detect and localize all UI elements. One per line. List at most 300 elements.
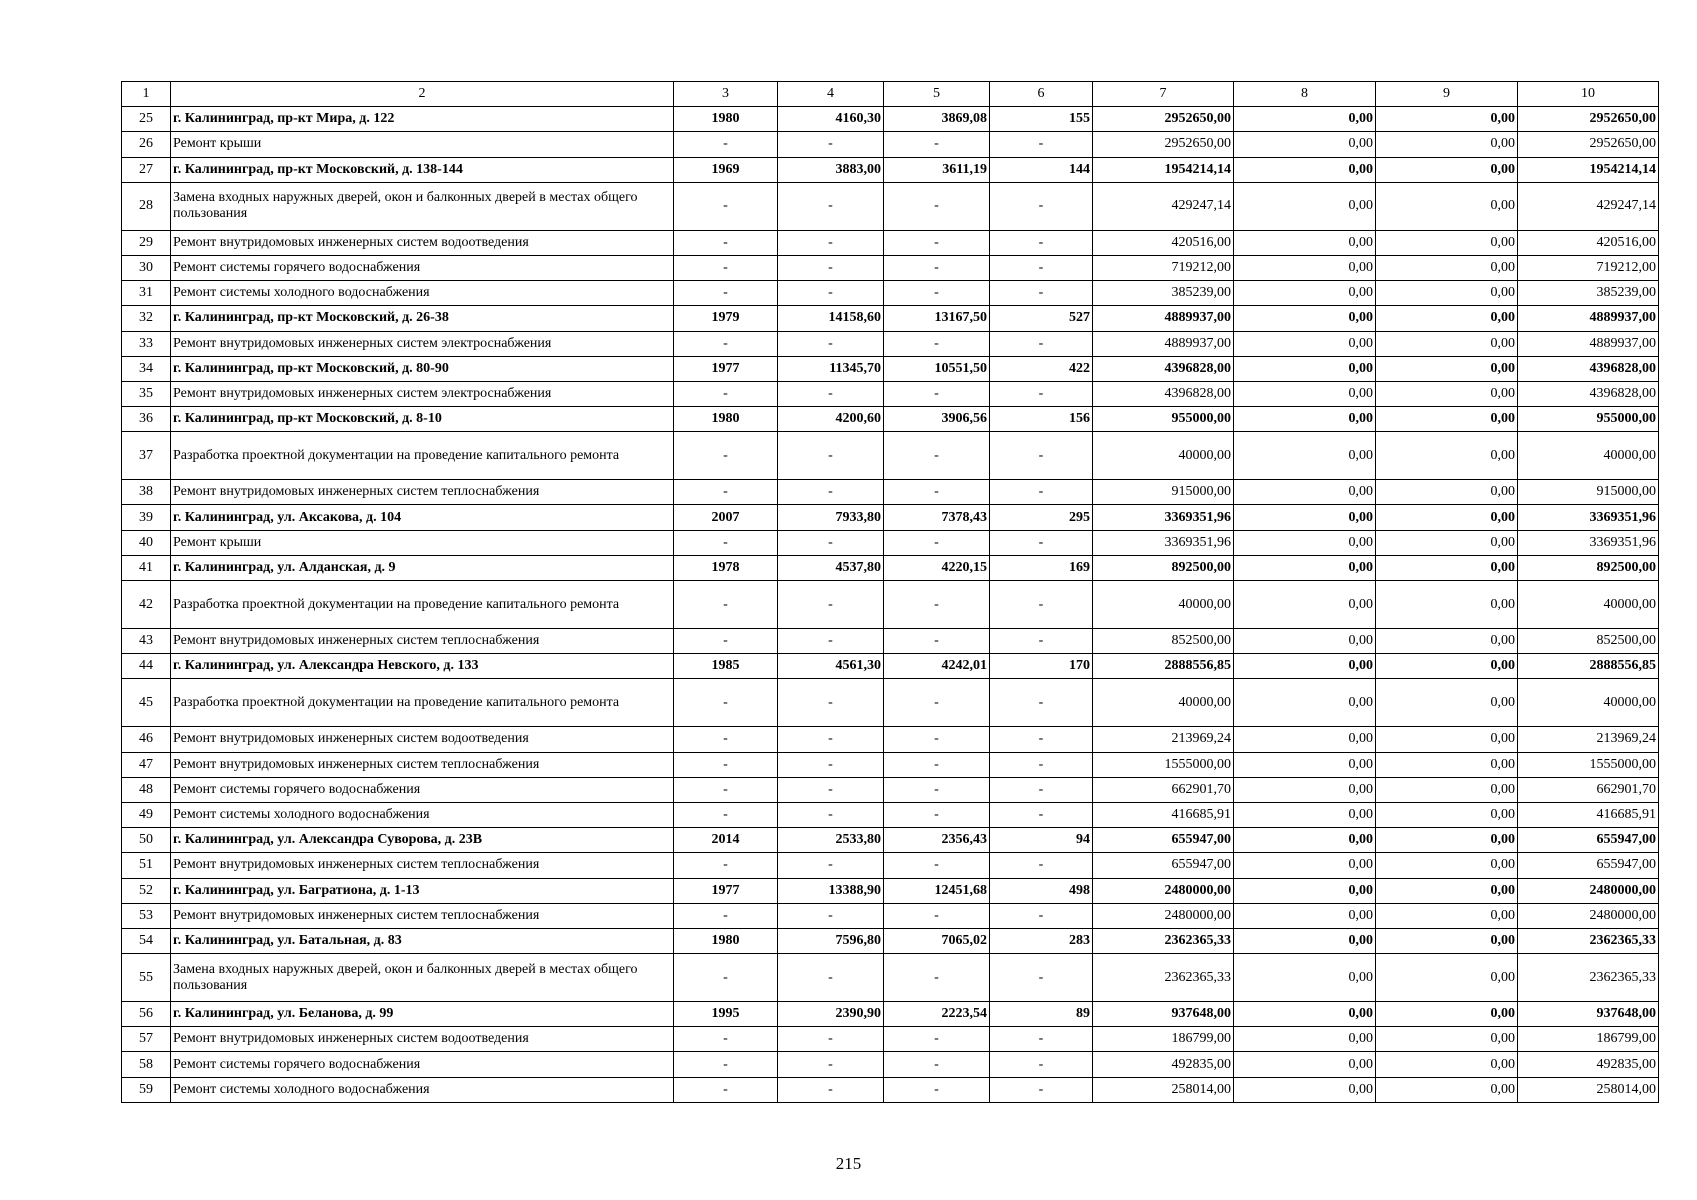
item-description: Ремонт крыши xyxy=(171,132,674,157)
cell-col-6: - xyxy=(990,1077,1093,1102)
cell-col-4: - xyxy=(778,1027,884,1052)
item-description: Ремонт внутридомовых инженерных систем теплоснабжения xyxy=(171,903,674,928)
row-number: 27 xyxy=(122,157,171,182)
row-number: 51 xyxy=(122,853,171,878)
cell-col-6: - xyxy=(990,132,1093,157)
cell-col-3: 1969 xyxy=(674,157,778,182)
row-number: 58 xyxy=(122,1052,171,1077)
row-number: 34 xyxy=(122,356,171,381)
cell-col-9: 0,00 xyxy=(1376,480,1518,505)
cell-col-7: 40000,00 xyxy=(1093,581,1234,629)
cell-col-10: 1555000,00 xyxy=(1518,752,1659,777)
cell-col-3: - xyxy=(674,381,778,406)
row-number: 40 xyxy=(122,530,171,555)
cell-col-8: 0,00 xyxy=(1234,432,1376,480)
cell-col-6: 155 xyxy=(990,107,1093,132)
column-number: 2 xyxy=(171,82,674,107)
cell-col-10: 4396828,00 xyxy=(1518,356,1659,381)
cell-col-5: - xyxy=(884,727,990,752)
cell-col-8: 0,00 xyxy=(1234,132,1376,157)
cell-col-8: 0,00 xyxy=(1234,255,1376,280)
cell-col-8: 0,00 xyxy=(1234,555,1376,580)
cell-col-4: - xyxy=(778,480,884,505)
cell-col-4: - xyxy=(778,727,884,752)
cell-col-4: - xyxy=(778,1052,884,1077)
cell-col-8: 0,00 xyxy=(1234,954,1376,1002)
cell-col-7: 892500,00 xyxy=(1093,555,1234,580)
cell-col-3: - xyxy=(674,629,778,654)
cell-col-5: 3906,56 xyxy=(884,407,990,432)
work-item-row xyxy=(122,281,1659,306)
cell-col-10: 4396828,00 xyxy=(1518,381,1659,406)
cell-col-9: 0,00 xyxy=(1376,654,1518,679)
cell-col-3: - xyxy=(674,331,778,356)
row-number: 45 xyxy=(122,679,171,727)
cell-col-6: 169 xyxy=(990,555,1093,580)
cell-col-10: 3369351,96 xyxy=(1518,505,1659,530)
address-row xyxy=(122,306,1659,331)
cell-col-4: 7596,80 xyxy=(778,928,884,953)
cell-col-8: 0,00 xyxy=(1234,878,1376,903)
cell-col-7: 4889937,00 xyxy=(1093,306,1234,331)
cell-col-4: 4561,30 xyxy=(778,654,884,679)
row-number: 43 xyxy=(122,629,171,654)
cell-col-6: - xyxy=(990,1027,1093,1052)
cell-col-5: 10551,50 xyxy=(884,356,990,381)
row-number: 54 xyxy=(122,928,171,953)
cell-col-6: - xyxy=(990,777,1093,802)
cell-col-8: 0,00 xyxy=(1234,480,1376,505)
cell-col-4: - xyxy=(778,629,884,654)
cell-col-8: 0,00 xyxy=(1234,505,1376,530)
cell-col-4: - xyxy=(778,182,884,230)
cell-col-3: - xyxy=(674,230,778,255)
row-number: 29 xyxy=(122,230,171,255)
cell-col-7: 492835,00 xyxy=(1093,1052,1234,1077)
column-number: 5 xyxy=(884,82,990,107)
cell-col-10: 4889937,00 xyxy=(1518,306,1659,331)
cell-col-5: - xyxy=(884,581,990,629)
cell-col-9: 0,00 xyxy=(1376,255,1518,280)
cell-col-10: 719212,00 xyxy=(1518,255,1659,280)
cell-col-7: 1954214,14 xyxy=(1093,157,1234,182)
cell-col-10: 1954214,14 xyxy=(1518,157,1659,182)
item-description: Ремонт внутридомовых инженерных систем теплоснабжения xyxy=(171,480,674,505)
cell-col-7: 420516,00 xyxy=(1093,230,1234,255)
cell-col-8: 0,00 xyxy=(1234,679,1376,727)
cell-col-3: - xyxy=(674,132,778,157)
cell-col-4: - xyxy=(778,752,884,777)
cell-col-5: - xyxy=(884,255,990,280)
cell-col-10: 662901,70 xyxy=(1518,777,1659,802)
cell-col-7: 4396828,00 xyxy=(1093,381,1234,406)
cell-col-6: - xyxy=(990,727,1093,752)
cell-col-6: - xyxy=(990,802,1093,827)
cell-col-6: - xyxy=(990,903,1093,928)
work-item-row xyxy=(122,1027,1659,1052)
cell-col-6: - xyxy=(990,954,1093,1002)
cell-col-4: 14158,60 xyxy=(778,306,884,331)
cell-col-7: 186799,00 xyxy=(1093,1027,1234,1052)
cell-col-7: 416685,91 xyxy=(1093,802,1234,827)
cell-col-5: - xyxy=(884,132,990,157)
row-number: 36 xyxy=(122,407,171,432)
cell-col-5: 2223,54 xyxy=(884,1002,990,1027)
address-row xyxy=(122,505,1659,530)
cell-col-10: 258014,00 xyxy=(1518,1077,1659,1102)
cell-col-10: 2952650,00 xyxy=(1518,132,1659,157)
cell-col-5: - xyxy=(884,752,990,777)
cell-col-8: 0,00 xyxy=(1234,157,1376,182)
cell-col-7: 655947,00 xyxy=(1093,853,1234,878)
cell-col-10: 2952650,00 xyxy=(1518,107,1659,132)
cell-col-5: - xyxy=(884,432,990,480)
cell-col-9: 0,00 xyxy=(1376,157,1518,182)
cell-col-10: 429247,14 xyxy=(1518,182,1659,230)
item-description: Ремонт системы горячего водоснабжения xyxy=(171,777,674,802)
row-number: 35 xyxy=(122,381,171,406)
cell-col-3: 2007 xyxy=(674,505,778,530)
work-item-row xyxy=(122,480,1659,505)
cell-col-3: - xyxy=(674,432,778,480)
work-item-row xyxy=(122,132,1659,157)
cell-col-9: 0,00 xyxy=(1376,727,1518,752)
work-item-row xyxy=(122,530,1659,555)
cell-col-9: 0,00 xyxy=(1376,530,1518,555)
cell-col-8: 0,00 xyxy=(1234,230,1376,255)
cell-col-4: - xyxy=(778,777,884,802)
item-description: Ремонт внутридомовых инженерных систем теплоснабжения xyxy=(171,853,674,878)
cell-col-7: 4889937,00 xyxy=(1093,331,1234,356)
cell-col-8: 0,00 xyxy=(1234,1052,1376,1077)
cell-col-10: 420516,00 xyxy=(1518,230,1659,255)
item-description: Ремонт внутридомовых инженерных систем теплоснабжения xyxy=(171,629,674,654)
cell-col-10: 3369351,96 xyxy=(1518,530,1659,555)
cell-col-8: 0,00 xyxy=(1234,1002,1376,1027)
cell-col-7: 662901,70 xyxy=(1093,777,1234,802)
cell-col-3: 1995 xyxy=(674,1002,778,1027)
cell-col-4: - xyxy=(778,381,884,406)
cell-col-9: 0,00 xyxy=(1376,1077,1518,1102)
work-item-row xyxy=(122,1077,1659,1102)
cell-col-3: - xyxy=(674,903,778,928)
cell-col-7: 655947,00 xyxy=(1093,828,1234,853)
cell-col-9: 0,00 xyxy=(1376,954,1518,1002)
cell-col-5: - xyxy=(884,629,990,654)
cell-col-3: - xyxy=(674,581,778,629)
cell-col-9: 0,00 xyxy=(1376,581,1518,629)
address-row xyxy=(122,878,1659,903)
cell-col-6: - xyxy=(990,530,1093,555)
cell-col-7: 3369351,96 xyxy=(1093,505,1234,530)
row-number: 33 xyxy=(122,331,171,356)
cell-col-7: 719212,00 xyxy=(1093,255,1234,280)
cell-col-4: - xyxy=(778,679,884,727)
row-number: 44 xyxy=(122,654,171,679)
item-description: Ремонт внутридомовых инженерных систем теплоснабжения xyxy=(171,752,674,777)
row-number: 42 xyxy=(122,581,171,629)
cell-col-4: 4200,60 xyxy=(778,407,884,432)
cell-col-9: 0,00 xyxy=(1376,230,1518,255)
cell-col-8: 0,00 xyxy=(1234,1077,1376,1102)
cell-col-10: 385239,00 xyxy=(1518,281,1659,306)
item-description: г. Калининград, ул. Аксакова, д. 104 xyxy=(171,505,674,530)
cell-col-10: 2362365,33 xyxy=(1518,928,1659,953)
cell-col-8: 0,00 xyxy=(1234,903,1376,928)
cell-col-6: - xyxy=(990,480,1093,505)
cell-col-8: 0,00 xyxy=(1234,727,1376,752)
row-number: 57 xyxy=(122,1027,171,1052)
cell-col-5: 7378,43 xyxy=(884,505,990,530)
cell-col-8: 0,00 xyxy=(1234,306,1376,331)
cell-col-8: 0,00 xyxy=(1234,107,1376,132)
item-description: г. Калининград, ул. Багратиона, д. 1-13 xyxy=(171,878,674,903)
cell-col-9: 0,00 xyxy=(1376,107,1518,132)
cell-col-3: - xyxy=(674,1077,778,1102)
cell-col-4: 3883,00 xyxy=(778,157,884,182)
cell-col-5: - xyxy=(884,1027,990,1052)
item-description: г. Калининград, ул. Александра Суворова, д. 23В xyxy=(171,828,674,853)
cell-col-6: - xyxy=(990,752,1093,777)
cell-col-9: 0,00 xyxy=(1376,182,1518,230)
cell-col-8: 0,00 xyxy=(1234,182,1376,230)
cell-col-10: 2362365,33 xyxy=(1518,954,1659,1002)
cell-col-5: - xyxy=(884,853,990,878)
cell-col-3: - xyxy=(674,777,778,802)
column-number: 6 xyxy=(990,82,1093,107)
item-description: г. Калининград, пр-кт Московский, д. 8-10 xyxy=(171,407,674,432)
cell-col-9: 0,00 xyxy=(1376,853,1518,878)
row-number: 31 xyxy=(122,281,171,306)
cell-col-5: 2356,43 xyxy=(884,828,990,853)
cell-col-7: 955000,00 xyxy=(1093,407,1234,432)
cell-col-3: 1980 xyxy=(674,407,778,432)
cell-col-4: - xyxy=(778,853,884,878)
cell-col-3: 1980 xyxy=(674,107,778,132)
work-schedule-table xyxy=(121,81,1659,1103)
cell-col-4: 7933,80 xyxy=(778,505,884,530)
cell-col-6: - xyxy=(990,255,1093,280)
row-number: 32 xyxy=(122,306,171,331)
row-number: 46 xyxy=(122,727,171,752)
cell-col-7: 2362365,33 xyxy=(1093,928,1234,953)
cell-col-6: 295 xyxy=(990,505,1093,530)
cell-col-10: 4889937,00 xyxy=(1518,331,1659,356)
cell-col-8: 0,00 xyxy=(1234,331,1376,356)
item-description: Ремонт внутридомовых инженерных систем электроснабжения xyxy=(171,381,674,406)
cell-col-6: 156 xyxy=(990,407,1093,432)
cell-col-5: - xyxy=(884,1052,990,1077)
cell-col-6: - xyxy=(990,1052,1093,1077)
cell-col-9: 0,00 xyxy=(1376,1002,1518,1027)
address-row xyxy=(122,356,1659,381)
cell-col-8: 0,00 xyxy=(1234,1027,1376,1052)
cell-col-8: 0,00 xyxy=(1234,356,1376,381)
work-item-row xyxy=(122,802,1659,827)
work-item-row xyxy=(122,182,1659,230)
work-item-row xyxy=(122,230,1659,255)
cell-col-9: 0,00 xyxy=(1376,752,1518,777)
cell-col-6: 527 xyxy=(990,306,1093,331)
column-number-row xyxy=(122,82,1659,107)
cell-col-9: 0,00 xyxy=(1376,802,1518,827)
page-number: 215 xyxy=(835,1154,862,1173)
cell-col-3: 1985 xyxy=(674,654,778,679)
cell-col-9: 0,00 xyxy=(1376,878,1518,903)
cell-col-4: 13388,90 xyxy=(778,878,884,903)
cell-col-3: - xyxy=(674,1027,778,1052)
row-number: 38 xyxy=(122,480,171,505)
cell-col-3: - xyxy=(674,182,778,230)
cell-col-3: 2014 xyxy=(674,828,778,853)
column-number: 10 xyxy=(1518,82,1659,107)
cell-col-3: 1977 xyxy=(674,356,778,381)
cell-col-6: - xyxy=(990,281,1093,306)
cell-col-10: 213969,24 xyxy=(1518,727,1659,752)
cell-col-8: 0,00 xyxy=(1234,853,1376,878)
cell-col-10: 2888556,85 xyxy=(1518,654,1659,679)
cell-col-10: 2480000,00 xyxy=(1518,878,1659,903)
cell-col-4: - xyxy=(778,281,884,306)
address-row xyxy=(122,828,1659,853)
row-number: 50 xyxy=(122,828,171,853)
address-row xyxy=(122,407,1659,432)
cell-col-3: - xyxy=(674,480,778,505)
cell-col-9: 0,00 xyxy=(1376,356,1518,381)
item-description: г. Калининград, ул. Алданская, д. 9 xyxy=(171,555,674,580)
cell-col-10: 955000,00 xyxy=(1518,407,1659,432)
cell-col-5: 7065,02 xyxy=(884,928,990,953)
row-number: 25 xyxy=(122,107,171,132)
cell-col-3: 1979 xyxy=(674,306,778,331)
item-description: г. Калининград, пр-кт Московский, д. 26-38 xyxy=(171,306,674,331)
cell-col-4: - xyxy=(778,132,884,157)
cell-col-7: 1555000,00 xyxy=(1093,752,1234,777)
address-row xyxy=(122,928,1659,953)
cell-col-10: 852500,00 xyxy=(1518,629,1659,654)
cell-col-7: 213969,24 xyxy=(1093,727,1234,752)
cell-col-4: - xyxy=(778,954,884,1002)
row-number: 28 xyxy=(122,182,171,230)
column-number: 8 xyxy=(1234,82,1376,107)
item-description: г. Калининград, ул. Александра Невского, д. 133 xyxy=(171,654,674,679)
work-item-row xyxy=(122,432,1659,480)
cell-col-5: 13167,50 xyxy=(884,306,990,331)
cell-col-9: 0,00 xyxy=(1376,505,1518,530)
cell-col-7: 429247,14 xyxy=(1093,182,1234,230)
cell-col-7: 2888556,85 xyxy=(1093,654,1234,679)
row-number: 41 xyxy=(122,555,171,580)
cell-col-4: 11345,70 xyxy=(778,356,884,381)
item-description: Ремонт системы холодного водоснабжения xyxy=(171,281,674,306)
row-number: 52 xyxy=(122,878,171,903)
cell-col-8: 0,00 xyxy=(1234,581,1376,629)
cell-col-8: 0,00 xyxy=(1234,777,1376,802)
work-item-row xyxy=(122,381,1659,406)
cell-col-6: 422 xyxy=(990,356,1093,381)
work-item-row xyxy=(122,581,1659,629)
cell-col-5: - xyxy=(884,903,990,928)
item-description: Разработка проектной документации на проведение капитального ремонта xyxy=(171,432,674,480)
cell-col-8: 0,00 xyxy=(1234,802,1376,827)
cell-col-4: 4160,30 xyxy=(778,107,884,132)
cell-col-8: 0,00 xyxy=(1234,281,1376,306)
cell-col-5: - xyxy=(884,480,990,505)
cell-col-3: 1978 xyxy=(674,555,778,580)
cell-col-8: 0,00 xyxy=(1234,654,1376,679)
cell-col-3: - xyxy=(674,1052,778,1077)
cell-col-10: 492835,00 xyxy=(1518,1052,1659,1077)
item-description: Замена входных наружных дверей, окон и балконных дверей в местах общего пользования xyxy=(171,954,674,1002)
cell-col-10: 40000,00 xyxy=(1518,679,1659,727)
column-number: 9 xyxy=(1376,82,1518,107)
cell-col-10: 40000,00 xyxy=(1518,581,1659,629)
cell-col-6: - xyxy=(990,331,1093,356)
row-number: 39 xyxy=(122,505,171,530)
cell-col-7: 2952650,00 xyxy=(1093,132,1234,157)
cell-col-6: 144 xyxy=(990,157,1093,182)
cell-col-5: - xyxy=(884,954,990,1002)
column-number: 4 xyxy=(778,82,884,107)
table-body xyxy=(122,82,1659,1103)
cell-col-7: 2952650,00 xyxy=(1093,107,1234,132)
row-number: 26 xyxy=(122,132,171,157)
cell-col-7: 915000,00 xyxy=(1093,480,1234,505)
cell-col-8: 0,00 xyxy=(1234,928,1376,953)
row-number: 48 xyxy=(122,777,171,802)
cell-col-6: - xyxy=(990,432,1093,480)
cell-col-10: 655947,00 xyxy=(1518,853,1659,878)
column-number: 7 xyxy=(1093,82,1234,107)
cell-col-3: - xyxy=(674,802,778,827)
address-row xyxy=(122,1002,1659,1027)
cell-col-7: 937648,00 xyxy=(1093,1002,1234,1027)
item-description: Ремонт внутридомовых инженерных систем водоотведения xyxy=(171,727,674,752)
cell-col-7: 40000,00 xyxy=(1093,432,1234,480)
cell-col-7: 385239,00 xyxy=(1093,281,1234,306)
item-description: Разработка проектной документации на проведение капитального ремонта xyxy=(171,581,674,629)
item-description: Ремонт внутридомовых инженерных систем электроснабжения xyxy=(171,331,674,356)
cell-col-6: 170 xyxy=(990,654,1093,679)
cell-col-9: 0,00 xyxy=(1376,828,1518,853)
cell-col-9: 0,00 xyxy=(1376,281,1518,306)
cell-col-8: 0,00 xyxy=(1234,381,1376,406)
column-number: 1 xyxy=(122,82,171,107)
cell-col-4: 4537,80 xyxy=(778,555,884,580)
address-row xyxy=(122,555,1659,580)
cell-col-3: - xyxy=(674,853,778,878)
cell-col-6: - xyxy=(990,182,1093,230)
item-description: г. Калининград, пр-кт Мира, д. 122 xyxy=(171,107,674,132)
work-item-row xyxy=(122,903,1659,928)
cell-col-5: 4220,15 xyxy=(884,555,990,580)
cell-col-10: 937648,00 xyxy=(1518,1002,1659,1027)
cell-col-5: - xyxy=(884,230,990,255)
cell-col-9: 0,00 xyxy=(1376,629,1518,654)
cell-col-5: - xyxy=(884,1077,990,1102)
cell-col-5: - xyxy=(884,281,990,306)
cell-col-6: 94 xyxy=(990,828,1093,853)
cell-col-3: - xyxy=(674,255,778,280)
item-description: Замена входных наружных дверей, окон и балконных дверей в местах общего пользования xyxy=(171,182,674,230)
cell-col-7: 2362365,33 xyxy=(1093,954,1234,1002)
item-description: Ремонт системы холодного водоснабжения xyxy=(171,1077,674,1102)
cell-col-6: - xyxy=(990,581,1093,629)
cell-col-10: 186799,00 xyxy=(1518,1027,1659,1052)
cell-col-6: - xyxy=(990,679,1093,727)
address-row xyxy=(122,654,1659,679)
cell-col-9: 0,00 xyxy=(1376,1027,1518,1052)
